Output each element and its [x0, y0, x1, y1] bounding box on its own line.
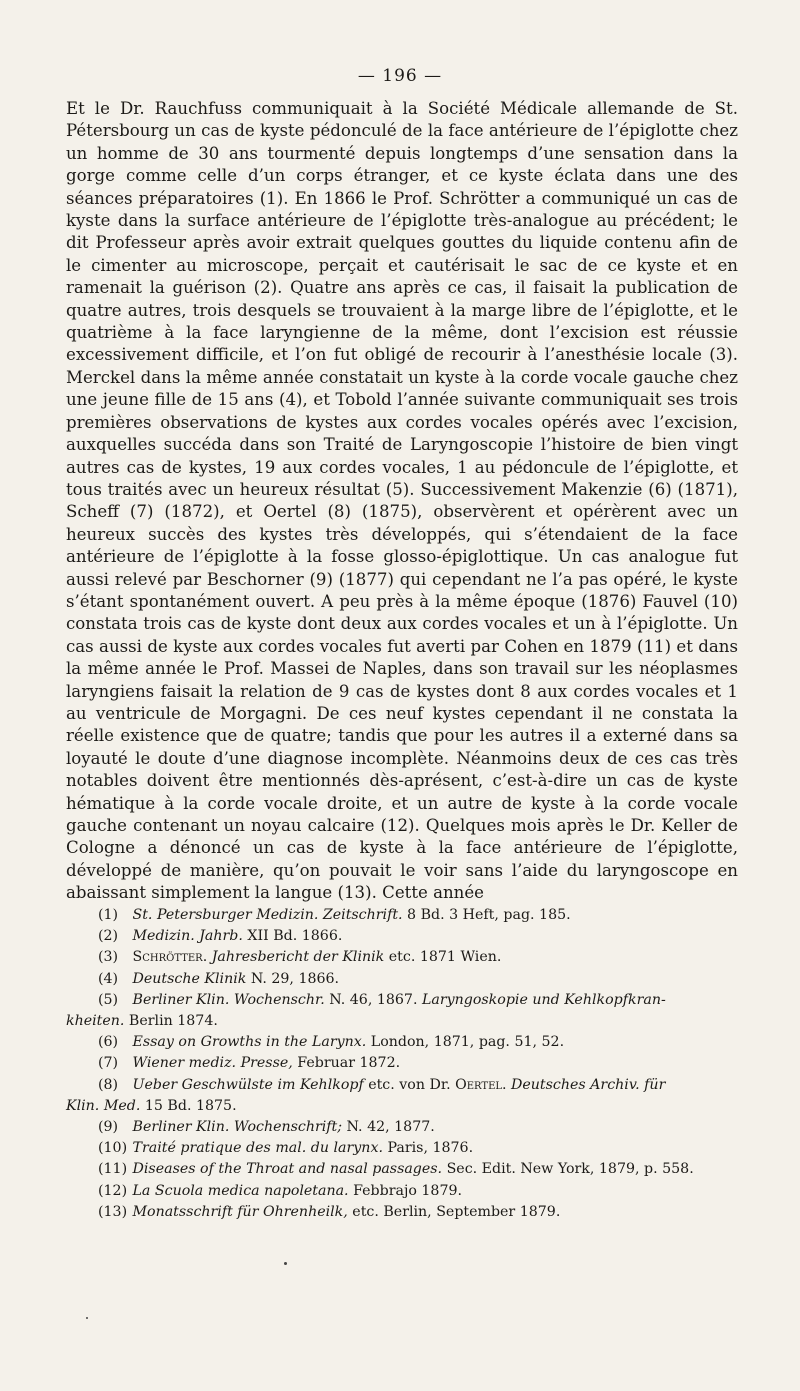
footnote: (2) Medizin. Jahrb. XII Bd. 1866. [98, 928, 343, 945]
footnote: (12) La Scuola medica napoletana. Febbrajo 1879. [98, 1182, 463, 1199]
footnote: (10) Traité pratique des mal. du larynx. Paris, 1876. [98, 1140, 474, 1157]
footnote: (9) Berliner Klin. Wochenschrift; N. 42, 1877. [98, 1119, 435, 1136]
footnote: (7) Wiener mediz. Presse, Februar 1872. [98, 1055, 401, 1072]
footnote: (4) Deutsche Klinik N. 29, 1866. [98, 970, 340, 987]
footnote: (6) Essay on Growths in the Larynx. London, 1871, pag. 51, 52. [98, 1034, 565, 1051]
body-paragraph: Et le Dr. Rauchfuss communiquait à la Société Médicale allemande de St. Pétersbourg un cas de kyste pédonculé de la face antérieure de l’épiglotte chez un homme de 30 ans tourmenté depuis longtemps d’une sensation dans la gorge comme celle d’un corps étranger, et ce kyste éclata dans une des séances préparatoires (1). En 1866 le Prof. Schrötter a communiqué un cas de kyste dans la surface antérieure de l’épiglotte très-analogue au précédent; le dit Professeur après avoir extrait quelques gouttes du liquide contenu afin de le cimenter au microscope, perçait et cautérisait le sac de ce kyste et en ramenait la guérison (2). Quatre ans après ce cas, il faisait la publication de quatre autres, trois desquels se trouvaient à la marge libre de l’épiglotte, et le quatrième à la face laryngienne de la même, dont l’excision est réussie excessivement difficile, et l’on fut obligé de recourir à l’anesthésie locale (3). Merckel dans la même année constatait un kyste à la corde vocale gauche chez une jeune fille de 15 ans (4), et Tobold l’année suivante communiquait ses trois premières observations de kystes aux cordes vocales opérés avec l’excision, auxquelles succéda dans son Traité de Laryngoscopie l’histoire de bien vingt autres cas de kystes, 19 aux cordes vocales, 1 au pédoncule de l’épiglotte, et tous traités avec un heureux résultat (5). Successivement Makenzie (6) (1871), Scheff (7) (1872), et Oertel (8) (1875), observèrent et opérèrent avec un heureux succès des kystes très développés, qui s’étendaient de la face antérieure de l’épiglotte à la fosse glosso-épiglottique. Un cas analogue fut aussi relevé par Beschorner (9) (1877) qui cependant ne l’a pas opéré, le kyste s’étant spontanément ouvert. A peu près à la même époque (1876) Fauvel (10) constata trois cas de kyste dont deux aux cordes vocales et un à l’épiglotte. Un cas aussi de kyste aux cordes vocales fut averti par Cohen en 1879 (11) et dans la même année le Prof. Massei de Naples, dans son travail sur les néoplasmes laryngiens faisait la relation de 9 cas de kystes dont 8 aux cordes vocales et 1 au ventricule de Morgagni. De ces neuf kystes cependant il ne constata la réelle existence que de quatre; tandis que pour les autres il a externé dans sa loyauté le doute d’une diagnose incomplète. Néanmoins deux de ces cas très notables doivent être mentionnés dès-aprésent, c’est-à-dire un cas de kyste hématique à la corde vocale droite, et un autre de kyste à la corde vocale gauche contenant un noyau calcaire (12). Quelques mois après le Dr. Keller de Cologne a dénoncé un cas de kyste à la face antérieure de l’épiglotte, développé de manière, qu’on pouvait le voir sans l’aide du laryngoscope en abaissant simplement la langue (13). Cette année [66, 99, 738, 903]
page-number: — 196 — [357, 66, 443, 86]
footnote: (13) Monatsschrift für Ohrenheilk, etc. Berlin, September 1879. [98, 1203, 561, 1220]
main-text [66, 98, 738, 905]
ink-speck [86, 1317, 88, 1319]
footnote: (5) Berliner Klin. Wochenschr. N. 46, 1867. Laryngoskopie und Kehlkopfkran- kheiten. Berlin 1874. [66, 991, 666, 1030]
footnote: (3) Schrötter. Jahresbericht der Klinik etc. 1871 Wien. [98, 949, 502, 966]
footnote: (8) Ueber Geschwülste im Kehlkopf etc. von Dr. Oertel. Deutsches Archiv. für Klin. Med. 15 Bd. 1875. [66, 1076, 666, 1114]
ink-speck [284, 1262, 287, 1265]
footnote: (1) St. Petersburger Medizin. Zeitschrift. 8 Bd. 3 Heft, pag. 185. [98, 907, 571, 923]
footnotes [66, 905, 740, 1223]
footnote: (11) Diseases of the Throat and nasal passages. Sec. Edit. New York, 1879, p. 558. [98, 1161, 694, 1178]
